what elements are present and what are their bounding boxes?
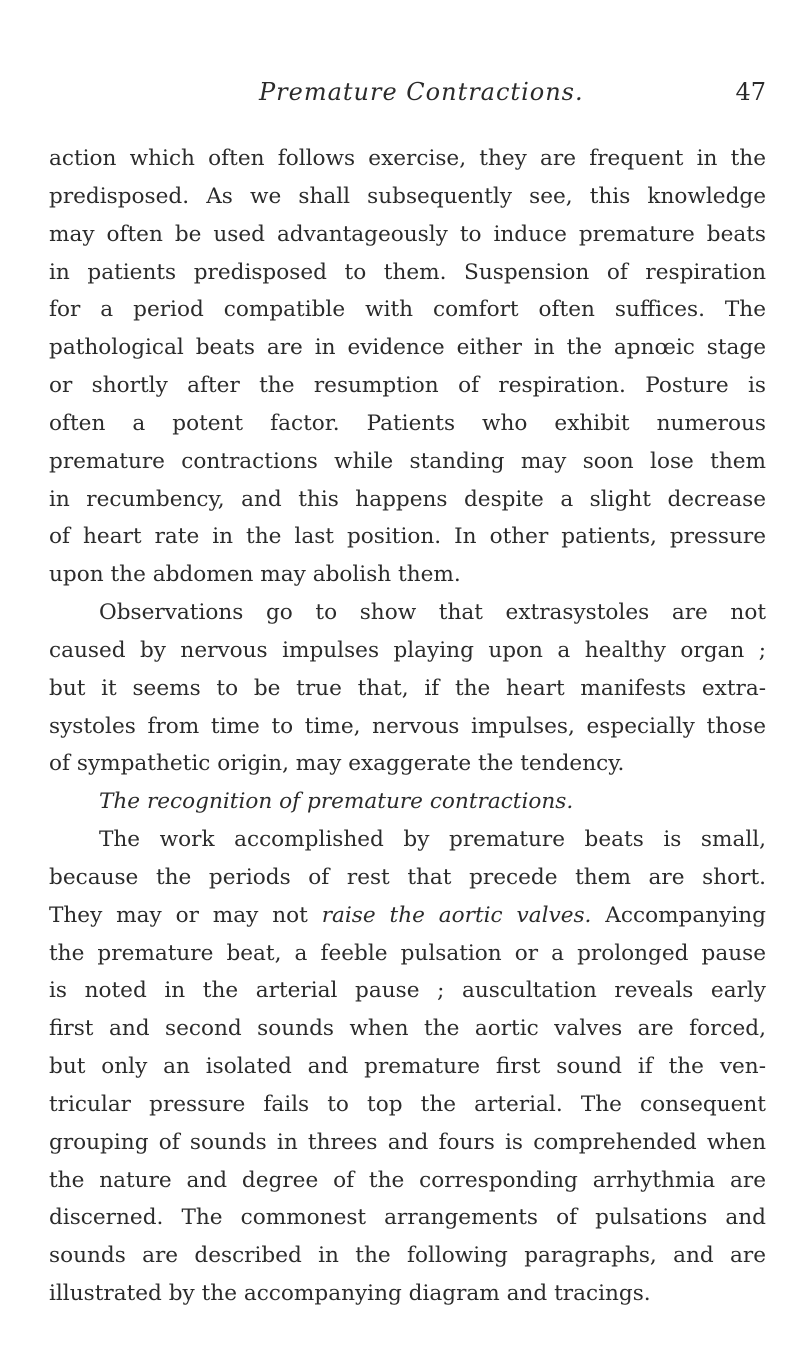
body-line: the nature and degree of the corresponding arrhythmia are [49,1168,766,1193]
text-run: Accompanying [591,903,766,928]
body-line: in patients predisposed to them. Suspension of respiration [49,260,766,285]
body-line: is noted in the arterial pause ; auscultation reveals early [49,978,766,1003]
body-line: the premature beat, a feeble pulsation or a prolonged pause [49,941,766,966]
body-line: but only an isolated and premature first sound if the ven- [49,1054,766,1079]
body-line: grouping of sounds in threes and fours is comprehended when [49,1130,766,1155]
body-line: premature contractions while standing may soon lose them [49,449,766,474]
body-line: may often be used advantageously to induce premature beats [49,222,766,247]
body-line: pathological beats are in evidence either in the apnœic stage [49,335,766,360]
italic-phrase: raise the aortic valves. [321,903,592,928]
body-line: upon the abdomen may abolish them. [49,562,461,587]
body-line: or shortly after the resumption of respiration. Posture is [49,373,766,398]
body-line: in recumbency, and this happens despite a slight decrease [49,487,766,512]
body-line: of heart rate in the last position. In other patients, pressure [49,524,766,549]
text-run: They may or may not [49,903,322,928]
body-line: caused by nervous impulses playing upon a healthy organ ; [49,638,766,663]
body-line: Observations go to show that extrasystoles are not [99,600,766,625]
body-line [49,898,766,934]
body-line: because the periods of rest that precede them are short. [49,865,766,890]
body-line: discerned. The commonest arrangements of pulsations and [49,1205,766,1230]
page-header [0,78,766,112]
section-heading: The recognition of premature contractions. [99,789,574,814]
body-line: illustrated by the accompanying diagram and tracings. [49,1281,651,1306]
body-line: The work accomplished by premature beats is small, [99,827,766,852]
body-line: sounds are described in the following paragraphs, and are [49,1243,766,1268]
body-line: often a potent factor. Patients who exhibit numerous [49,411,766,436]
body-line: action which often follows exercise, they are frequent in the [49,146,766,171]
running-title: Premature Contractions. [259,78,584,106]
body-line: predisposed. As we shall subsequently see, this knowledge [49,184,766,209]
page-number: 47 [735,78,766,106]
body-line: for a period compatible with comfort often suffices. The [49,297,766,322]
body-line: first and second sounds when the aortic valves are forced, [49,1016,766,1041]
body-line: systoles from time to time, nervous impulses, especially those [49,714,766,739]
body-line: of sympathetic origin, may exaggerate the tendency. [49,751,625,776]
body-line: tricular pressure fails to top the arterial. The consequent [49,1092,766,1117]
body-line: but it seems to be true that, if the heart manifests extra- [49,676,766,701]
